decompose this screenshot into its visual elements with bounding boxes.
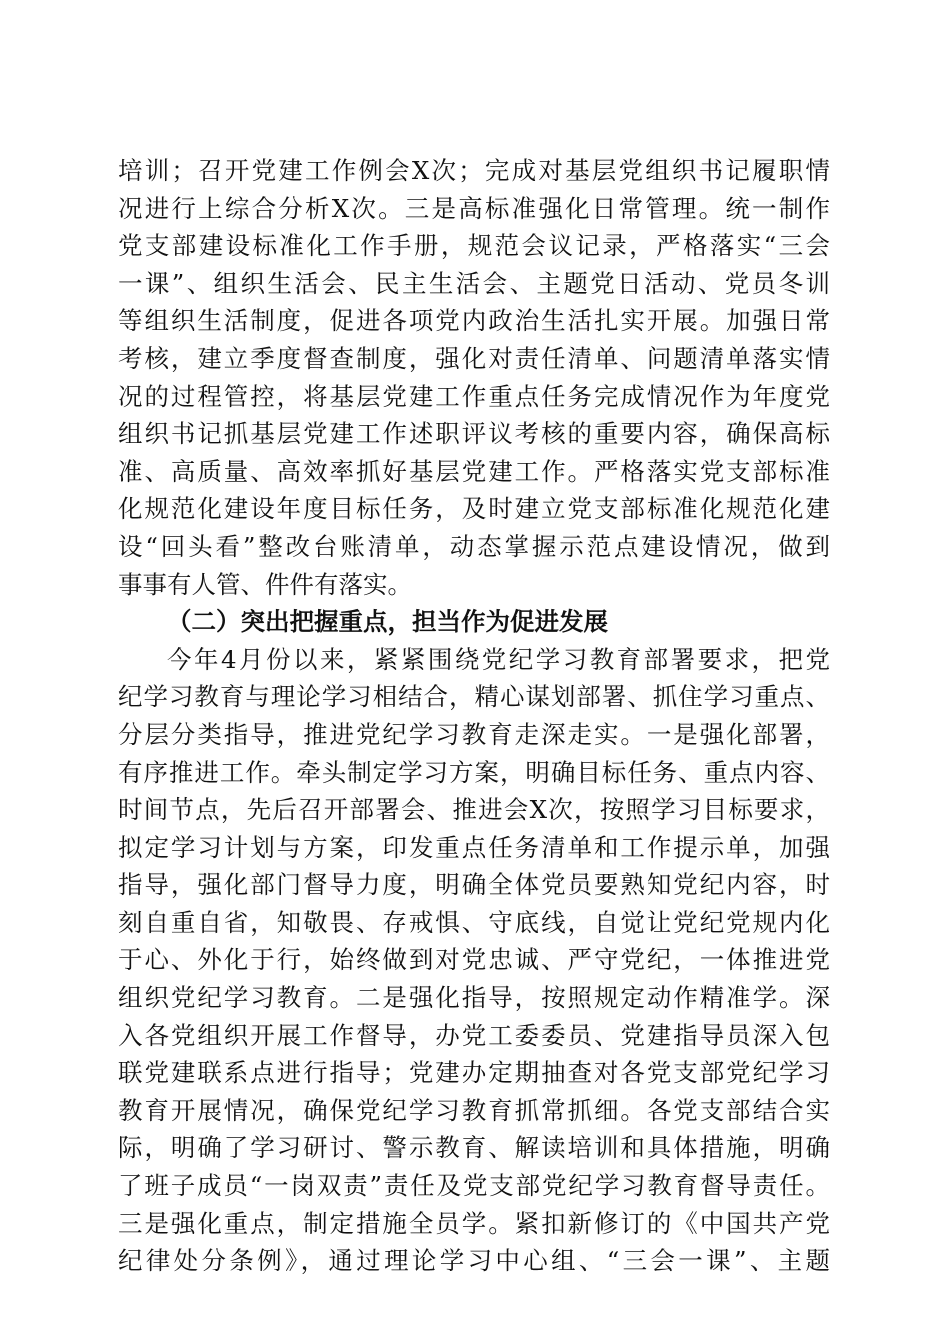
text-line: 纪学习教育与理论学习相结合，精心谋划部署、抓住学习重点、 [118, 682, 830, 712]
text-line: 入各党组织开展工作督导，办党工委委员、党建指导员深入包 [118, 1020, 830, 1050]
text-line: 党支部建设标准化工作手册，规范会议记录，严格落实“三会 [118, 231, 830, 261]
text-line: 一课”、组织生活会、民主生活会、主题党日活动、党员冬训 [118, 268, 830, 298]
paragraph-party-discipline [118, 641, 830, 1280]
text-line: 设“回头看”整改台账清单，动态掌握示范点建设情况，做到 [118, 531, 830, 561]
text-line: 指导，强化部门督导力度，明确全体党员要熟知党纪内容，时 [118, 870, 830, 900]
text-line: 准、高质量、高效率抓好基层党建工作。严格落实党支部标准 [118, 456, 830, 486]
text-line: 组织书记抓基层党建工作述职评议考核的重要内容，确保高标 [118, 419, 830, 449]
text-line: 况进行上综合分析X次。三是高标准强化日常管理。统一制作 [118, 193, 830, 223]
text-line: 三是强化重点，制定措施全员学。紧扣新修订的《中国共产党 [118, 1208, 830, 1238]
section-heading: （二）突出把握重点，担当作为促进发展 [167, 607, 608, 637]
text-line: 事事有人管、件件有落实。 [118, 569, 412, 599]
text-line: 了班子成员“一岗双责”责任及党支部党纪学习教育督导责任。 [118, 1171, 830, 1201]
paragraph-continued [118, 152, 830, 603]
text-line: 际，明确了学习研讨、警示教育、解读培训和具体措施，明确 [118, 1133, 830, 1163]
text-line: 分层分类指导，推进党纪学习教育走深走实。一是强化部署， [118, 719, 830, 749]
text-line: 于心、外化于行，始终做到对党忠诚、严守党纪，一体推进党 [118, 945, 830, 975]
text-line: 考核，建立季度督查制度，强化对责任清单、问题清单落实情 [118, 343, 830, 373]
document-body [118, 152, 830, 1280]
text-line: 刻自重自省，知敬畏、存戒惧、守底线，自觉让党纪党规内化 [118, 907, 830, 937]
text-line: 培训；召开党建工作例会X次；完成对基层党组织书记履职情 [118, 156, 830, 185]
text-line: 教育开展情况，确保党纪学习教育抓常抓细。各党支部结合实 [118, 1095, 830, 1125]
text-line: 拟定学习计划与方案，印发重点任务清单和工作提示单，加强 [118, 832, 830, 862]
text-line: 纪律处分条例》，通过理论学习中心组、“三会一课”、主题 [118, 1246, 830, 1276]
text-line: 化规范化建设年度目标任务，及时建立党支部标准化规范化建 [118, 494, 830, 524]
text-line: 组织党纪学习教育。二是强化指导，按照规定动作精准学。深 [118, 983, 830, 1013]
text-line: 今年4月份以来，紧紧围绕党纪学习教育部署要求，把党 [167, 644, 830, 674]
text-line: 有序推进工作。牵头制定学习方案，明确目标任务、重点内容、 [118, 757, 830, 787]
text-line: 等组织生活制度，促进各项党内政治生活扎实开展。加强日常 [118, 306, 830, 336]
text-line: 时间节点，先后召开部署会、推进会X次，按照学习目标要求， [118, 795, 830, 825]
text-line: 联党建联系点进行指导；党建办定期抽查对各党支部党纪学习 [118, 1058, 830, 1088]
text-line: 况的过程管控，将基层党建工作重点任务完成情况作为年度党 [118, 381, 830, 411]
